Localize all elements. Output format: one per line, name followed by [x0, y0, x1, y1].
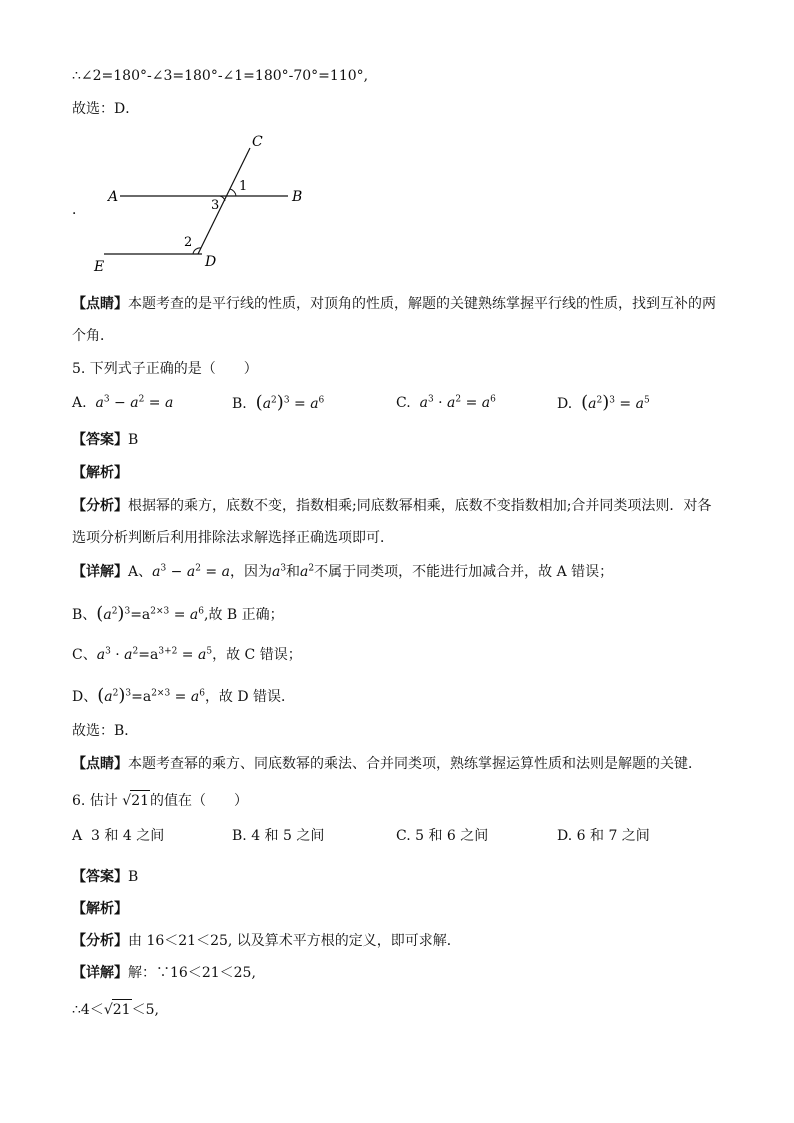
angle-3-arc [220, 196, 225, 201]
answer-tag: 【答案】 [72, 869, 128, 885]
q6-analysis [72, 931, 461, 951]
answer-value: B [128, 432, 139, 448]
q6-final: ∴4＜√21＜5, [72, 999, 159, 1020]
figure-dot: ． [72, 202, 86, 218]
label-a: A [108, 189, 119, 205]
q5-select: 故选：B． [72, 723, 139, 739]
label-1: 1 [239, 179, 248, 194]
q5-analysis-line-2: 选项分析判断后利用排除法求解选择正确选项即可． [72, 530, 394, 546]
analysis-text: 由 16＜21＜25, 以及算术平方根的定义，即可求解． [128, 933, 461, 949]
comment-tag: 【点睛】 [72, 756, 128, 772]
select-answer-line: 故选：D． [72, 101, 140, 117]
q6-radicand: 21 [130, 790, 150, 811]
line-cd [198, 148, 250, 254]
analysis-text-1: 根据幂的乘方，底数不变，指数相乘;同底数幂相乘，底数不变指数相加;合并同类项法则．对各 [128, 498, 712, 514]
label-c: C [252, 134, 263, 150]
label-b: B [292, 189, 303, 205]
comment-text: 本题考查幂的乘方、同底数幂的乘法、合并同类项，熟练掌握运算性质和法则是解题的关键． [128, 756, 702, 772]
q6-final-radicand: 21 [112, 999, 132, 1020]
comment-line-2: 个角． [72, 328, 114, 344]
label-2: 2 [184, 235, 193, 250]
q5-comment [72, 754, 702, 774]
angle-calculation: ∴∠2=180°-∠3=180°-∠1=180°-70°=110°, [72, 68, 369, 84]
parallel-lines-figure [80, 130, 320, 280]
q5-analysis-line-1 [72, 496, 711, 516]
q5-option-a: A. $a^3 - a^2 = a$ [72, 394, 174, 411]
q6-option-d: D. 6 和 7 之间 [557, 828, 650, 844]
q5-detail-a: 【详解】A、$a^3 - a^2 = a$，因为$a^3$和$a^2$不属于同类项，不能进行加减合并，故 A 错误； [72, 563, 614, 580]
label-e: E [94, 259, 105, 275]
analysis-tag: 【分析】 [72, 933, 128, 949]
q6-stem: 6. 估计 √21的值在（ ） [72, 790, 248, 811]
q6-jiexi-tag: 【解析】 [72, 901, 128, 917]
q5-detail-c: C、$a^3 \cdot a^2=a^{3+2} = a^5$，故 C 错误； [72, 646, 302, 663]
answer-value: B [128, 869, 139, 885]
angle-1-arc [230, 189, 236, 196]
comment-line-1 [72, 294, 716, 314]
q6-answer [72, 867, 138, 887]
comment-tag: 【点睛】 [72, 296, 128, 312]
q5-stem: 5. 下列式子正确的是（ ） [72, 361, 258, 377]
q5-option-d: D. $(a^2)^3 = a^5$ [557, 392, 650, 413]
q6-option-b: B. 4 和 5 之间 [232, 828, 325, 844]
label-d: D [205, 254, 217, 270]
q6-detail [72, 963, 256, 983]
detail-text: 解：∵16＜21＜25, [128, 965, 256, 981]
detail-tag: 【详解】 [72, 965, 128, 981]
detail-tag: 【详解】 [72, 564, 128, 580]
q5-detail-d: D、$(a^2)^3=a^{2\times 3} = a^6$，故 D 错误． [72, 685, 296, 706]
comment-text-1: 本题考查的是平行线的性质，对顶角的性质，解题的关键熟练掌握平行线的性质，找到互补的两 [128, 296, 716, 312]
answer-tag: 【答案】 [72, 432, 128, 448]
analysis-tag: 【分析】 [72, 498, 128, 514]
q5-option-c: C. $a^3 \cdot a^2 = a^6$ [396, 394, 496, 411]
q5-jiexi-tag: 【解析】 [72, 465, 128, 481]
q6-option-c: C. 5 和 6 之间 [396, 828, 489, 844]
q5-answer [72, 430, 138, 450]
q5-option-b: B. $(a^2)^3 = a^6$ [232, 392, 325, 413]
label-3: 3 [211, 198, 220, 213]
q6-option-a: A 3 和 4 之间 [72, 828, 165, 844]
q5-detail-b: B、$(a^2)^3=a^{2\times 3} = a^6$,故 B 正确； [72, 603, 284, 624]
